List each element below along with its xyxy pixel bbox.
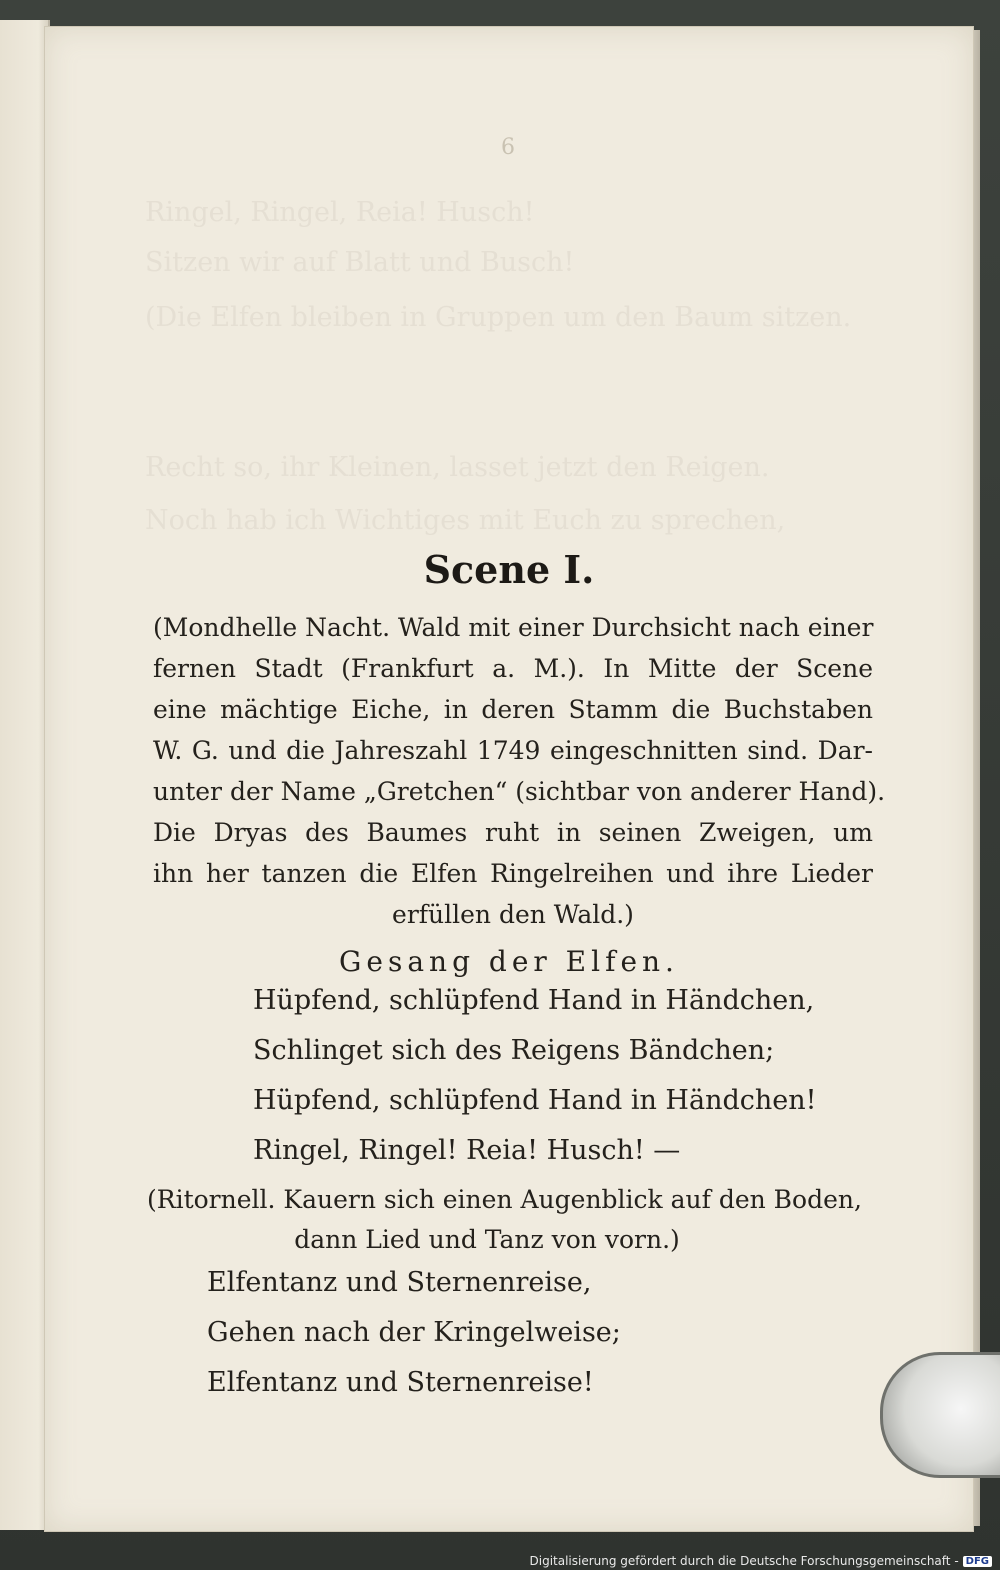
bleed-through: Sitzen wir auf Blatt und Busch! bbox=[145, 247, 575, 278]
stage-direction-line: W. G. und die Jahreszahl 1749 eingeschnitten sind. Dar- bbox=[153, 736, 873, 765]
stage-direction-line: erfüllen den Wald.) bbox=[392, 900, 634, 929]
bleed-through: Noch hab ich Wichtiges mit Euch zu sprechen, bbox=[145, 505, 786, 536]
credit-text: Digitalisierung gefördert durch die Deutsche Forschungsgemeinschaft - bbox=[529, 1554, 959, 1568]
verse-line: Ringel, Ringel! Reia! Husch! — bbox=[253, 1135, 681, 1166]
stage-direction-line: fernen Stadt (Frankfurt a. M.). In Mitte der Scene bbox=[153, 654, 873, 683]
verse-line: Hüpfend, schlüpfend Hand in Händchen, bbox=[253, 985, 815, 1016]
ritornell-direction: (Ritornell. Kauern sich einen Augenblick auf den Boden, bbox=[147, 1185, 862, 1214]
stage-direction-line: eine mächtige Eiche, in deren Stamm die Buchstaben bbox=[153, 695, 873, 724]
song-heading: Gesang der Elfen. bbox=[339, 945, 679, 978]
verse-line: Hüpfend, schlüpfend Hand in Händchen! bbox=[253, 1085, 817, 1116]
stage-direction bbox=[153, 607, 886, 935]
scanner-magnifier-edge bbox=[880, 1352, 1000, 1478]
bleed-through: Ringel, Ringel, Reia! Husch! bbox=[145, 197, 535, 228]
stage-direction-line: Die Dryas des Baumes ruht in seinen Zweigen, um bbox=[153, 818, 873, 847]
dfg-logo: DFG bbox=[963, 1556, 992, 1567]
facing-page-edge bbox=[0, 20, 50, 1530]
page-number: 6 bbox=[501, 135, 517, 160]
digitization-credit bbox=[530, 1554, 993, 1568]
verse-line: Schlinget sich des Reigens Bändchen; bbox=[253, 1035, 775, 1066]
stage-direction-line: (Mondhelle Nacht. Wald mit einer Durchsicht nach einer bbox=[153, 613, 874, 642]
bleed-through: Recht so, ihr Kleinen, lasset jetzt den Reigen. bbox=[145, 452, 770, 483]
stage-direction-line: ihn her tanzen die Elfen Ringelreihen und ihre Lieder bbox=[153, 859, 873, 888]
bleed-through: (Die Elfen bleiben in Gruppen um den Baum sitzen. bbox=[145, 302, 852, 333]
scene-title: Scene I. bbox=[423, 547, 595, 592]
verse-line: Elfentanz und Sternenreise, bbox=[207, 1267, 592, 1298]
book-page bbox=[44, 26, 974, 1532]
verse-line: Gehen nach der Kringelweise; bbox=[207, 1317, 621, 1348]
stage-direction-line: unter der Name „Gretchen“ (sichtbar von anderer Hand). bbox=[153, 777, 886, 806]
ritornell-direction: dann Lied und Tanz von vorn.) bbox=[294, 1225, 680, 1254]
verse-line: Elfentanz und Sternenreise! bbox=[207, 1367, 594, 1398]
